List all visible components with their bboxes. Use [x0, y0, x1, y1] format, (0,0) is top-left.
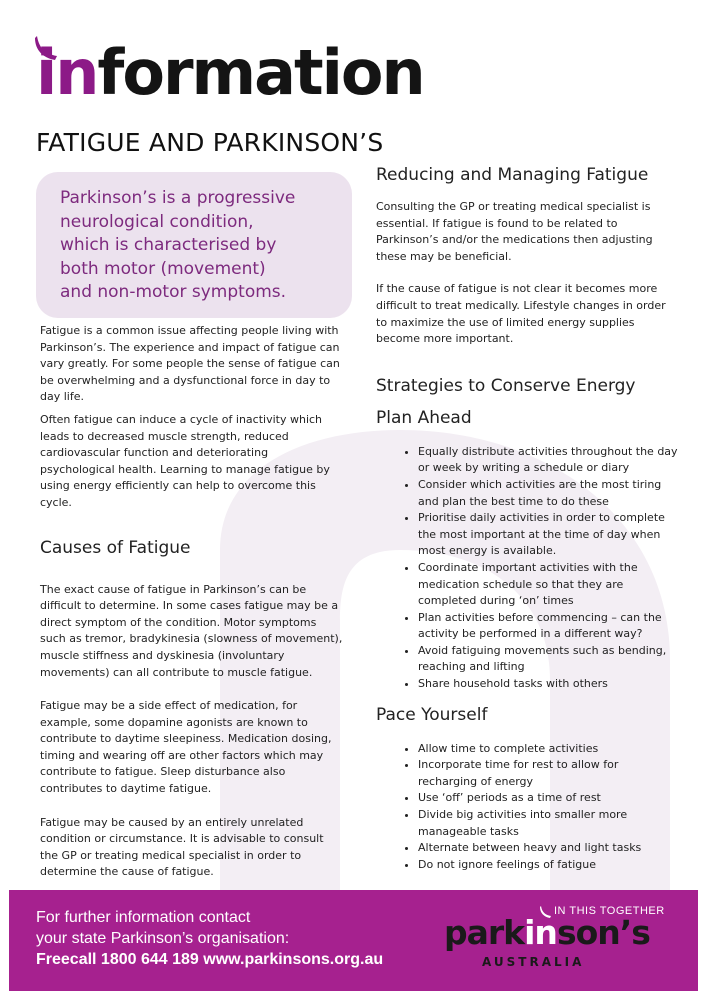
reducing-heading: Reducing and Managing Fatigue [376, 165, 649, 185]
list-item: • Incorporate time for rest to allow for recharging of energy [418, 757, 678, 790]
intro-callout-text [60, 187, 340, 305]
list-item: • Share household tasks with others [418, 676, 678, 693]
logo-word-part-accent: in [524, 913, 557, 952]
list-item: • Use ‘off’ periods as a time of rest [418, 790, 678, 807]
list-item: • Consider which activities are the most tiring and plan the best time to do these [418, 477, 678, 510]
list-item: • Prioritise daily activities in order to complete the most important at the time of day when most energy is available. [418, 510, 678, 560]
footer-band [9, 890, 698, 991]
intro-paragraph-1: Fatigue is a common issue affecting people living with Parkinson’s. The experience and impact of fatigue can vary greatly. For some people the sense of fatigue can be overwhelming and a dysfunctional force in day to day life. [40, 324, 340, 404]
parkinsons-australia-logo [442, 903, 667, 975]
logo-subtitle: AUSTRALIA [482, 955, 585, 969]
intro-line: and non-motor symptoms. [60, 282, 287, 302]
intro-line: which is characterised by [60, 235, 277, 255]
right-column [376, 165, 678, 873]
footer-line-1: For further information contact [36, 909, 251, 926]
list-item: • Divide big activities into smaller more manageable tasks [418, 807, 678, 840]
logo-word-part: son’s [556, 913, 650, 952]
footer-line-2: your state Parkinson’s organisation: [36, 930, 290, 947]
list-item: • Alternate between heavy and light tasks [418, 840, 678, 857]
wordmark-rest: formation [97, 36, 424, 109]
list-item: • Avoid fatiguing movements such as bending, reaching and lifting [418, 643, 678, 676]
pace-yourself-heading: Pace Yourself [376, 704, 488, 725]
intro-line: both motor (movement) [60, 258, 266, 279]
logo-wordmark [444, 913, 650, 952]
reducing-paragraph-2: If the cause of fatigue is not clear it becomes more difficult to treat medically. Lifestyle changes in order to maximize the use of limited energy supplies become more important. [376, 282, 666, 346]
intro-line: Parkinson’s is a progressive [60, 188, 296, 208]
plan-ahead-list [376, 444, 678, 693]
footer-contact [36, 907, 383, 970]
causes-paragraph-1: The exact cause of fatigue in Parkinson’s can be difficult to determine. In some cases fatigue may be a direct symptom of the condition. Motor symptoms such as tremor, bradykinesia (slowness of movement), muscle stiffness and dyskinesia (involuntary movements) can all contribute to muscle fatigue. [40, 582, 343, 679]
reducing-paragraph-1: Consulting the GP or treating medical specialist is essential. If fatigue is found to be related to Parkinson’s and/or the medications then adjusting these may be beneficial. [376, 200, 653, 263]
causes-heading: Causes of Fatigue [40, 537, 191, 558]
pace-yourself-list [376, 741, 678, 874]
information-wordmark [36, 38, 424, 108]
list-item: • Coordinate important activities with the medication schedule so that they are completed during ‘on’ times [418, 560, 678, 610]
strategies-heading: Strategies to Conserve Energy [376, 375, 636, 396]
page-title: FATIGUE AND PARKINSON’S [36, 128, 384, 157]
footer-freecall: Freecall 1800 644 189 www.parkinsons.org.au [36, 951, 384, 968]
logo-tagline: IN THIS TOGETHER [554, 905, 665, 917]
intro-line: neurological condition, [60, 211, 254, 232]
causes-paragraph-3: Fatigue may be caused by an entirely unrelated condition or circumstance. It is advisable to consult the GP or treating medical specialist in order to determine the cause of fatigue. [40, 815, 324, 879]
list-item: • Do not ignore feelings of fatigue [418, 857, 678, 874]
list-item: • Allow time to complete activities [418, 741, 678, 758]
wordmark-accent: in [36, 36, 98, 109]
left-column [40, 323, 345, 881]
plan-ahead-heading: Plan Ahead [376, 407, 472, 428]
causes-paragraph-2: Fatigue may be a side effect of medication, for example, some dopamine agonists are known to contribute to daytime sleepiness. Medication dosing, timing and wearing off are other factors which may contribute to fatigue. Sleep disturbance also contributes to daytime fatigue. [40, 699, 332, 796]
logo-word-part: park [444, 913, 525, 952]
list-item: • Plan activities before commencing – can the activity be performed in a different way? [418, 610, 678, 643]
intro-paragraph-2: Often fatigue can induce a cycle of inactivity which leads to decreased muscle strength, reduced cardiovascular function and deteriorating psychological health. Learning to manage fatigue by using energy efficiently can help to overcome this cycle. [40, 412, 330, 509]
list-item: • Equally distribute activities throughout the day or week by writing a schedule or diary [418, 444, 678, 477]
